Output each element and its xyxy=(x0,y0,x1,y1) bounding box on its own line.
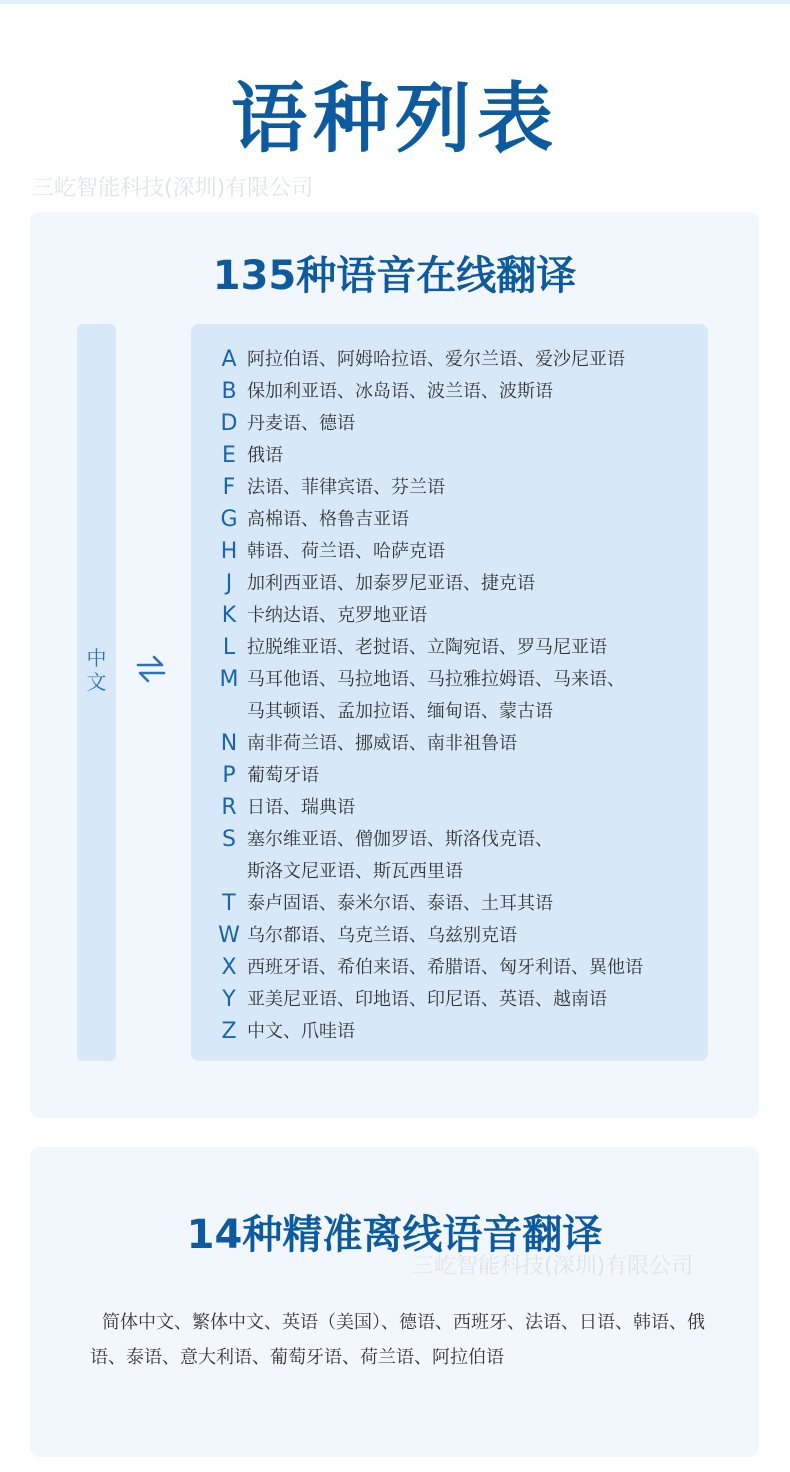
language-names: 日语、瑞典语 xyxy=(247,797,355,818)
language-group-row xyxy=(211,472,643,504)
language-names: 法语、菲律宾语、芬兰语 xyxy=(247,477,445,498)
language-group-row xyxy=(211,344,643,376)
language-names: 马耳他语、马拉地语、马拉雅拉姆语、马来语、 xyxy=(247,669,625,690)
language-group-row xyxy=(211,952,643,984)
language-group-row xyxy=(211,696,643,728)
language-names: 斯洛文尼亚语、斯瓦西里语 xyxy=(247,861,463,882)
source-language-bar xyxy=(77,324,116,1061)
two-way-arrows-icon xyxy=(134,652,168,686)
source-language-label: 中文 xyxy=(86,646,107,694)
language-group-row xyxy=(211,504,643,536)
language-list-box xyxy=(191,324,708,1061)
group-letter: T xyxy=(222,891,236,916)
group-letter: X xyxy=(221,955,237,980)
language-list xyxy=(211,344,643,1048)
group-letter: A xyxy=(221,347,237,372)
language-names: 保加利亚语、冰岛语、波兰语、波斯语 xyxy=(247,381,553,402)
language-group-row xyxy=(211,600,643,632)
language-group-row xyxy=(211,568,643,600)
group-letter: R xyxy=(221,795,237,820)
language-group-row xyxy=(211,920,643,952)
language-names: 中文、爪哇语 xyxy=(247,1021,355,1042)
group-letter: N xyxy=(220,731,238,756)
language-names: 卡纳达语、克罗地亚语 xyxy=(247,605,427,626)
language-names: 亚美尼亚语、印地语、印尼语、英语、越南语 xyxy=(247,989,607,1010)
language-group-row xyxy=(211,728,643,760)
language-names: 马其顿语、孟加拉语、缅甸语、蒙古语 xyxy=(247,701,553,722)
language-group-row xyxy=(211,792,643,824)
group-letter: S xyxy=(222,827,236,852)
group-letter: M xyxy=(219,667,239,692)
language-group-row xyxy=(211,376,643,408)
offline-section-title: 14种精准离线语音翻译 xyxy=(186,1212,603,1258)
language-names: 西班牙语、希伯来语、希腊语、匈牙利语、異他语 xyxy=(247,957,643,978)
language-names: 塞尔维亚语、僧伽罗语、斯洛伐克语、 xyxy=(247,829,553,850)
top-divider-line xyxy=(0,0,790,4)
language-names: 高棉语、格鲁吉亚语 xyxy=(247,509,409,530)
group-letter: L xyxy=(222,635,236,660)
group-letter: H xyxy=(220,539,238,564)
language-names: 葡萄牙语 xyxy=(247,765,319,786)
watermark: 三屹智能科技(深圳)有限公司 xyxy=(412,1254,694,1279)
language-group-row xyxy=(211,760,643,792)
language-names: 俄语 xyxy=(247,445,283,466)
group-letter: D xyxy=(220,411,238,436)
group-letter: F xyxy=(222,475,236,500)
group-letter: J xyxy=(225,571,233,596)
language-names: 加利西亚语、加泰罗尼亚语、捷克语 xyxy=(247,573,535,594)
language-group-row xyxy=(211,664,643,696)
online-translation-panel xyxy=(30,212,759,1118)
language-names: 韩语、荷兰语、哈萨克语 xyxy=(247,541,445,562)
group-letter: K xyxy=(221,603,237,628)
language-names: 乌尔都语、乌克兰语、乌兹别克语 xyxy=(247,925,517,946)
offline-translation-panel xyxy=(30,1147,759,1457)
language-group-row xyxy=(211,856,643,888)
watermark: 三屹智能科技(深圳)有限公司 xyxy=(32,176,314,201)
language-names: 丹麦语、德语 xyxy=(247,413,355,434)
language-group-row xyxy=(211,536,643,568)
group-letter: Z xyxy=(221,1019,237,1044)
language-group-row xyxy=(211,440,643,472)
language-group-row xyxy=(211,1016,643,1048)
language-group-row xyxy=(211,408,643,440)
language-group-row xyxy=(211,824,643,856)
page-title: 语种列表 xyxy=(231,74,559,163)
language-names: 拉脱维亚语、老挝语、立陶宛语、罗马尼亚语 xyxy=(247,637,607,658)
language-names: 南非荷兰语、挪威语、南非祖鲁语 xyxy=(247,733,517,754)
language-group-row xyxy=(211,888,643,920)
offline-language-list: 简体中文、繁体中文、英语（美国）、德语、西班牙、法语、日语、韩语、俄语、泰语、意大利语、葡萄牙语、荷兰语、阿拉伯语 xyxy=(90,1312,705,1368)
group-letter: B xyxy=(221,379,237,404)
group-letter: Y xyxy=(222,987,236,1012)
language-group-row xyxy=(211,632,643,664)
group-letter: E xyxy=(222,443,236,468)
language-group-row xyxy=(211,984,643,1016)
group-letter: W xyxy=(218,923,240,948)
online-section-title: 135种语音在线翻译 xyxy=(212,253,577,299)
group-letter: P xyxy=(222,763,236,788)
group-letter: G xyxy=(220,507,238,532)
language-names: 泰卢固语、泰米尔语、泰语、土耳其语 xyxy=(247,893,553,914)
language-names: 阿拉伯语、阿姆哈拉语、爱尔兰语、爱沙尼亚语 xyxy=(247,349,625,370)
